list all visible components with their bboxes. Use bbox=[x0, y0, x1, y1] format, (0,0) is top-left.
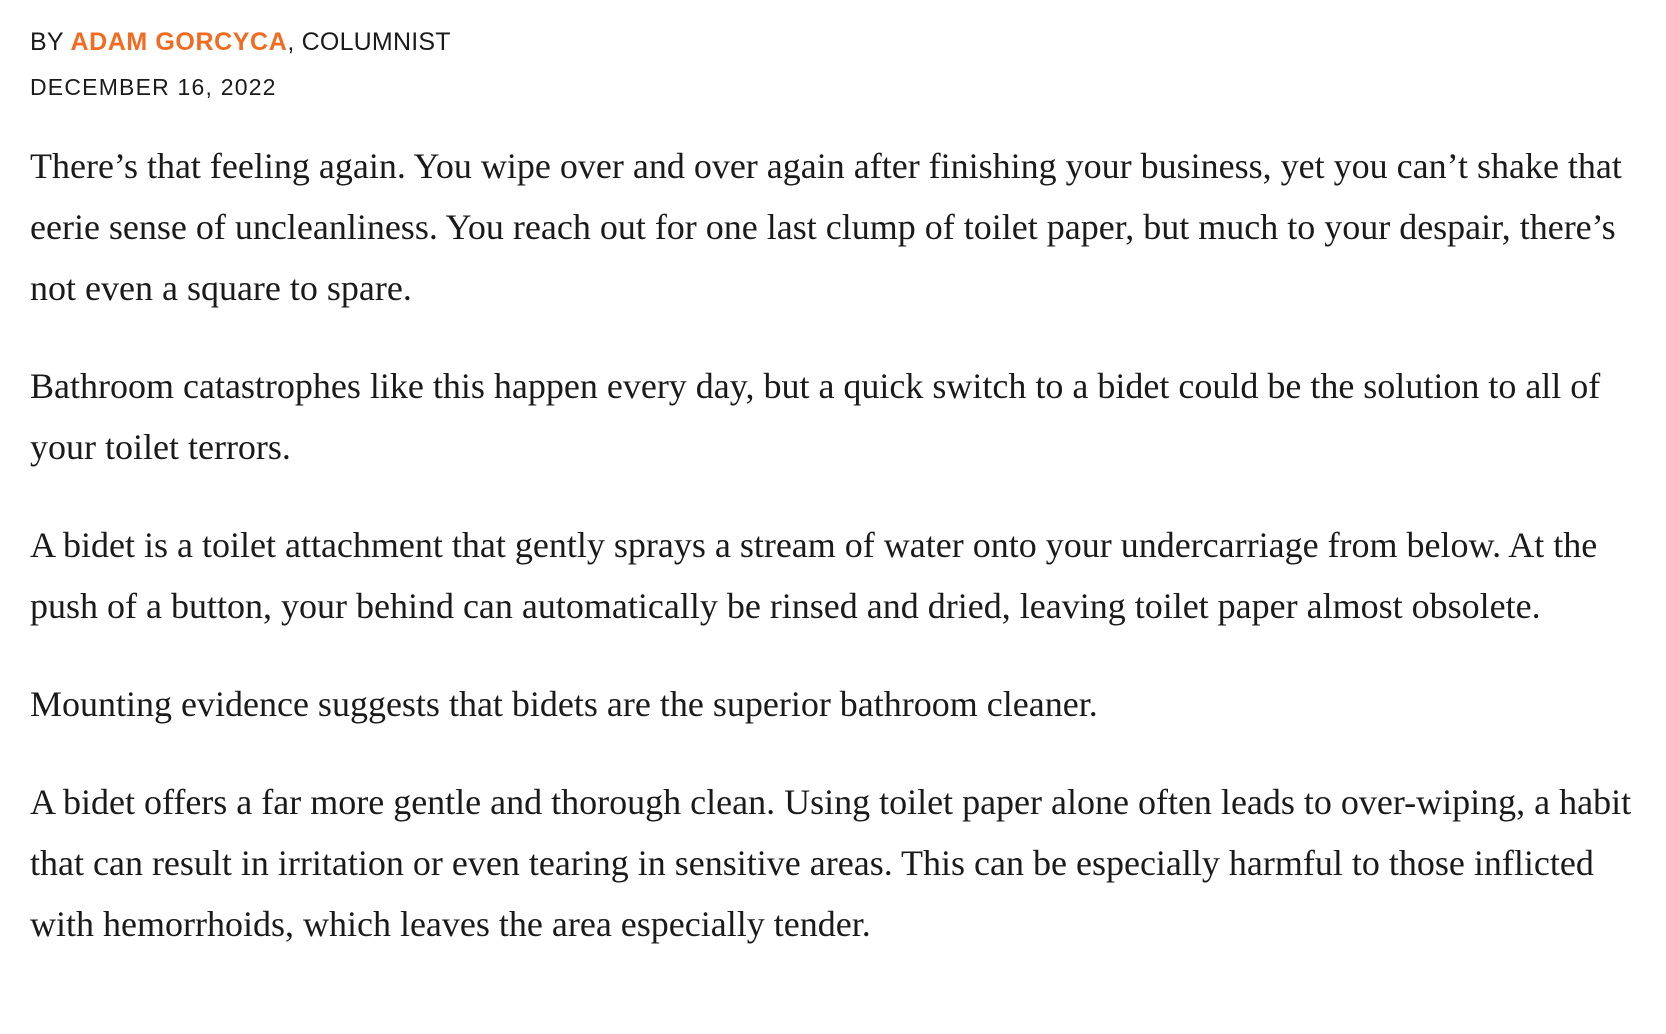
author-link[interactable]: ADAM GORCYCA bbox=[70, 28, 288, 56]
publish-date: DECEMBER 16, 2022 bbox=[30, 74, 277, 100]
paragraph: A bidet is a toilet attachment that gently sprays a stream of water onto your undercarriage from below. At the push of a button, your behind can automatically be rinsed and dried, leaving toilet paper almost obsolete. bbox=[30, 525, 1598, 626]
paragraph: There’s that feeling again. You wipe over and over again after finishing your business, yet you can’t shake that eerie sense of uncleanliness. You reach out for one last clump of toilet paper, but much to your despair, there’s not even a square to spare. bbox=[30, 146, 1622, 308]
paragraph: A bidet offers a far more gentle and thorough clean. Using toilet paper alone often leads to over-wiping, a habit that can result in irritation or even tearing in sensitive areas. This can be especially harmful to those inflicted with hemorrhoids, which leaves the area especially tender. bbox=[30, 782, 1632, 944]
byline-prefix: BY bbox=[30, 28, 71, 56]
paragraph: Bathroom catastrophes like this happen every day, but a quick switch to a bidet could be the solution to all of your toilet terrors. bbox=[30, 366, 1601, 467]
paragraph: Mounting evidence suggests that bidets are the superior bathroom cleaner. bbox=[30, 684, 1098, 724]
byline bbox=[30, 24, 451, 60]
byline-role: , COLUMNIST bbox=[287, 28, 451, 56]
article-body bbox=[30, 136, 1655, 992]
